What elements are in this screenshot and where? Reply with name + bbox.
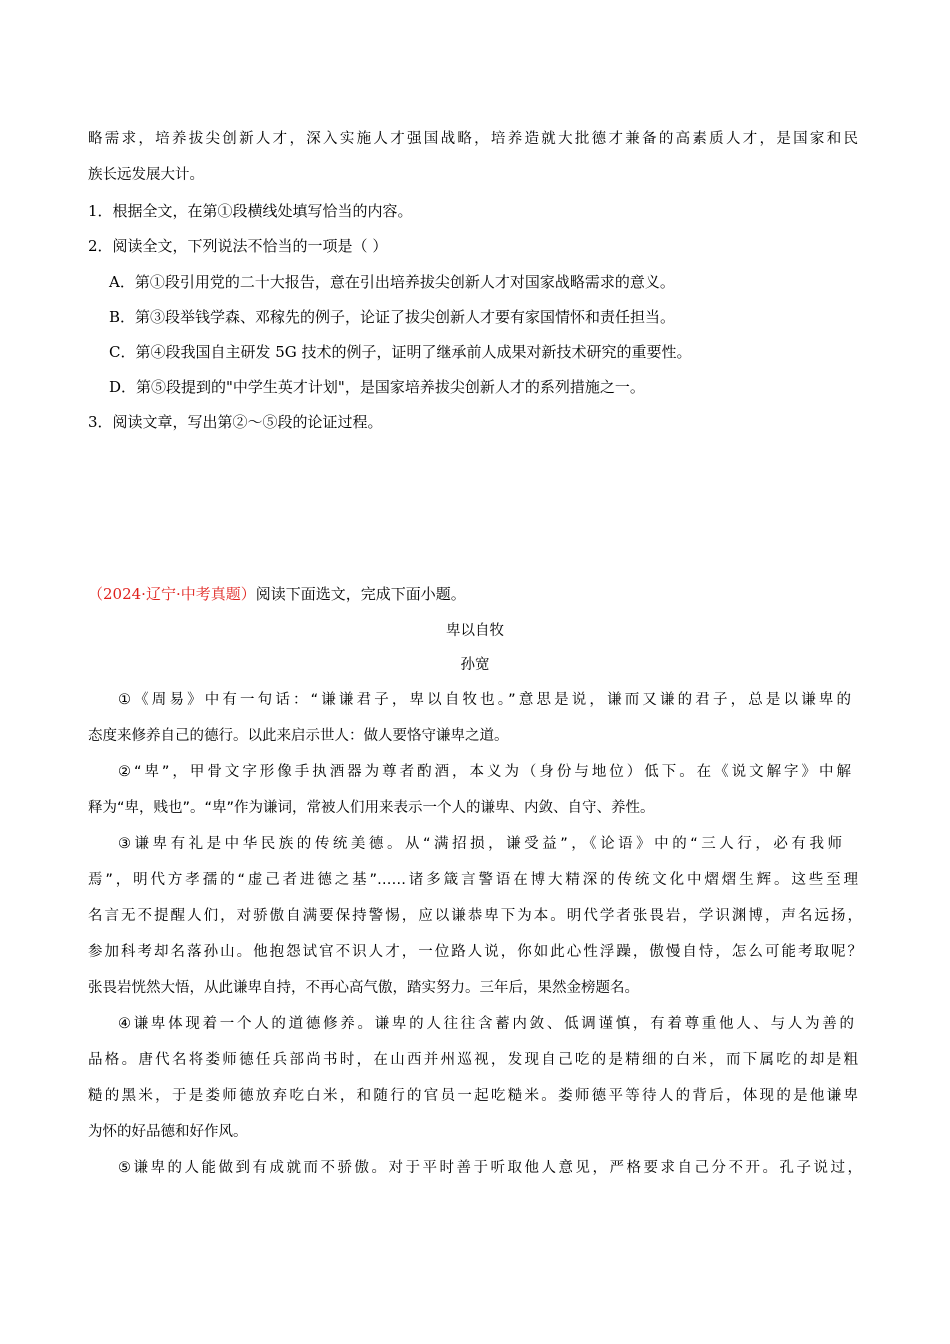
paragraph-3-line-5: 张畏岩恍然大悟，从此谦卑自持，不再心高气傲，踏实努力。三年后，果然金榜题名。 [88,980,639,996]
paragraph-2-line-1: ②“卑”，甲骨文字形像手执酒器为尊者酌酒，本义为（身份与地位）低下。在《说文解字》中解 [118,764,851,780]
intro-tail-line-1: 略需求，培养拔尖创新人才，深入实施人才强国战略，培养造就大批德才兼备的高素质人才，是国家和民 [88,131,858,147]
question-2-option-d: D．第⑤段提到的"中学生英才计划"，是国家培养拔尖创新人才的系列措施之一。 [109,378,645,396]
paragraph-1-line-1: ①《周易》中有一句话：“谦谦君子，卑以自牧也。”意思是说，谦而又谦的君子，总是以谦卑的 [118,692,851,708]
paragraph-1-line-2: 态度来修养自己的德行。以此来启示世人：做人要恪守谦卑之道。 [88,728,509,744]
article-author: 孙宽 [460,657,490,673]
paragraph-5-line-1: ⑤谦卑的人能做到有成就而不骄傲。对于平时善于听取他人意见，严格要求自己分不开。孔子说过， [118,1160,862,1176]
paragraph-4-line-3: 糙的黑米，于是娄师德放弃吃白米，和随行的官员一起吃糙米。娄师德平等待人的背后，体现的是他谦卑 [88,1088,858,1104]
paragraph-3-line-3: 名言无不提醒人们，对骄傲自满要保持警惕，应以谦恭卑下为本。明代学者张畏岩，学识渊博，声名远扬， [88,908,862,924]
article-title: 卑以自牧 [446,623,504,639]
question-2-option-b: B．第③段举钱学森、邓稼先的例子，论证了拔尖创新人才要有家国情怀和责任担当。 [109,308,676,326]
question-3: 3．阅读文章，写出第②～⑤段的论证过程。 [88,413,383,431]
question-1: 1．根据全文，在第①段横线处填写恰当的内容。 [88,202,413,220]
paragraph-3-line-1: ③谦卑有礼是中华民族的传统美德。从“满招损，谦受益”，《论语》中的“三人行，必有我师 [118,836,842,852]
reading-instruction: 阅读下面选文，完成下面小题。 [255,585,466,603]
paragraph-4-line-2: 品格。唐代名将娄师德任兵部尚书时，在山西并州巡视，发现自己吃的是精细的白米，而下属吃的却是粗 [88,1052,858,1068]
section-header [88,584,466,604]
question-2: 2．阅读全文，下列说法不恰当的一项是（ ） [88,237,388,255]
paragraph-3-line-2: 焉”，明代方孝孺的“虚己者进德之基”……诸多箴言警语在博大精深的传统文化中熠熠生辉。这些至理 [88,872,858,888]
question-2-option-a: A．第①段引用党的二十大报告，意在引出培养拔尖创新人才对国家战略需求的意义。 [109,273,675,291]
question-2-option-c: C．第④段我国自主研发 5G 技术的例子，证明了继承前人成果对新技术研究的重要性。 [109,343,692,361]
paragraph-2-line-2: 释为“卑，贱也”。“卑”作为谦词，常被人们用来表示一个人的谦卑、内敛、自守、养性。 [88,800,655,816]
exam-source: （2024·辽宁·中考真题） [88,585,256,603]
intro-tail-line-2: 族长远发展大计。 [88,167,204,183]
paragraph-4-line-1: ④谦卑体现着一个人的道德修养。谦卑的人往往含蓄内敛、低调谨慎，有着尊重他人、与人为善的 [118,1016,854,1032]
paragraph-4-line-4: 为怀的好品德和好作风。 [88,1124,248,1140]
paragraph-3-line-4: 参加科考却名落孙山。他抱怨试官不识人才，一位路人说，你如此心性浮躁，傲慢自恃，怎么可能考取呢？ [88,944,862,960]
